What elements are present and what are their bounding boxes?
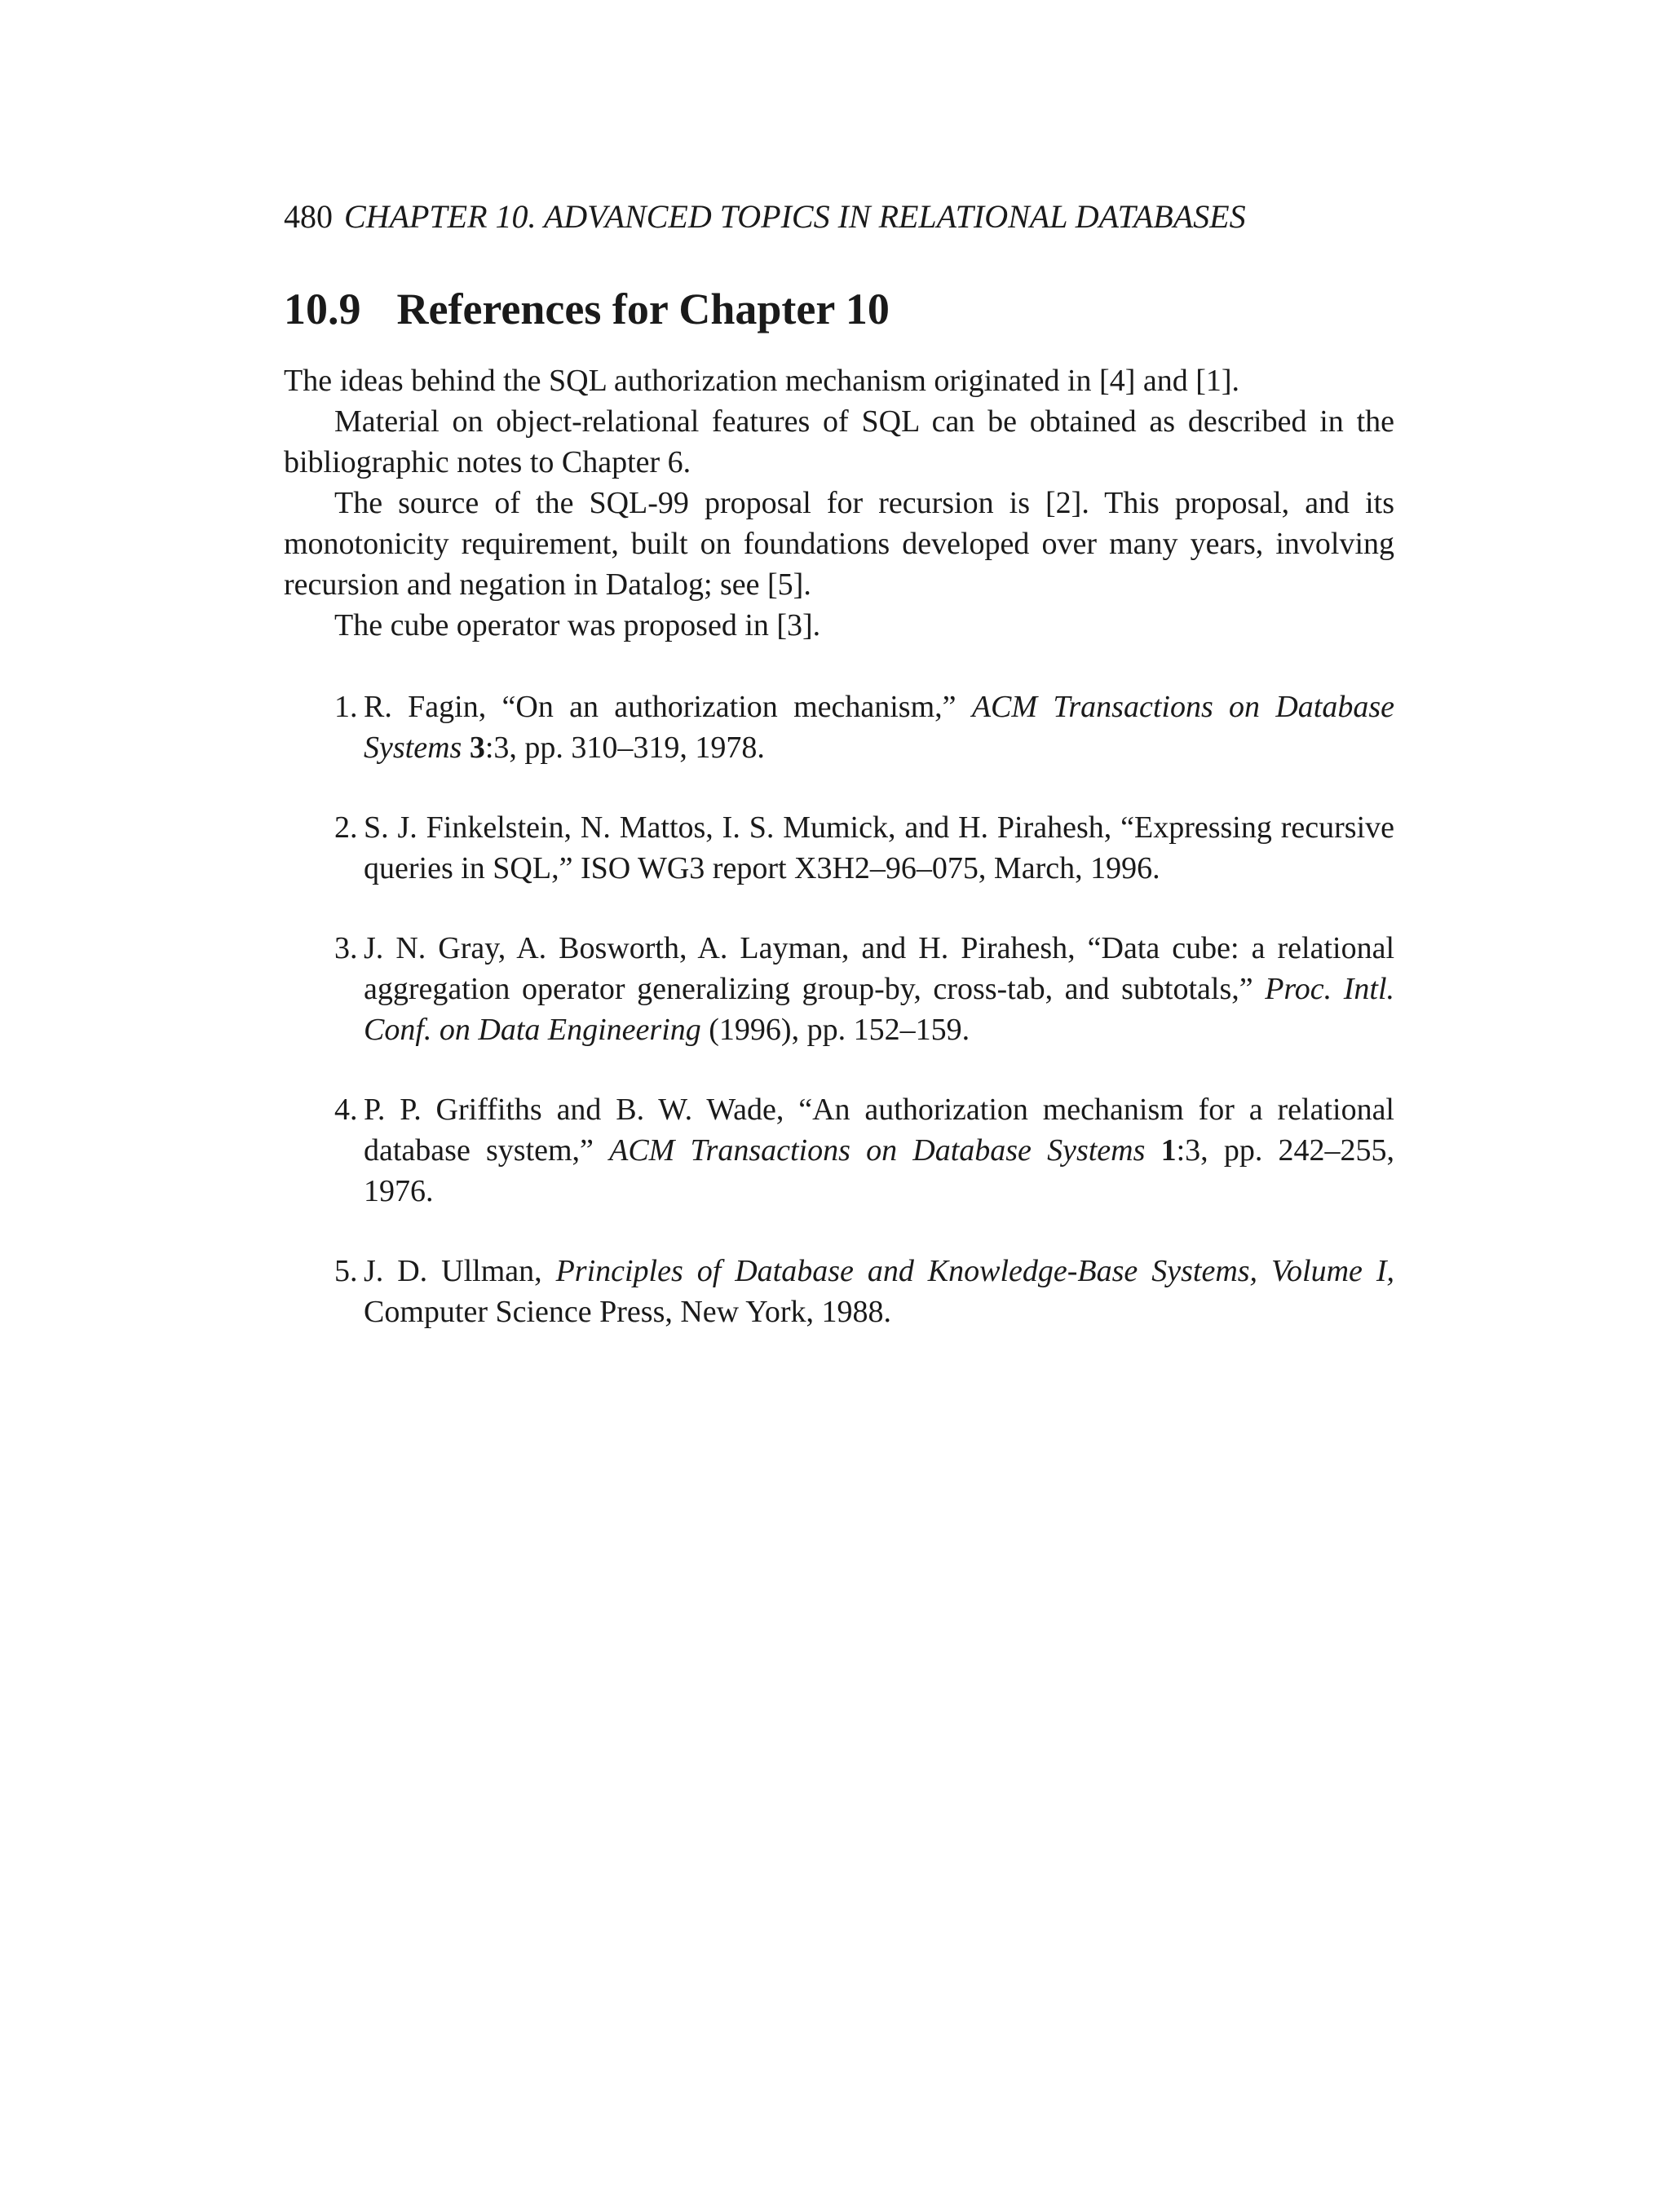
reference-details: Computer Science Press, New York, 1988. xyxy=(364,1295,892,1329)
reference-volume: 1 xyxy=(1160,1133,1177,1168)
paragraph: The cube operator was proposed in [3]. xyxy=(334,608,821,642)
reference-details: :3, pp. 310–319, 1978. xyxy=(484,731,765,765)
reference-number: 3. xyxy=(334,931,358,965)
section-title: References for Chapter 10 xyxy=(396,285,890,333)
reference-venue: ACM Transactions on Database Systems xyxy=(364,690,1394,765)
reference-item xyxy=(284,928,1394,1050)
document-page xyxy=(284,196,1394,1371)
reference-number: 5. xyxy=(334,1254,358,1288)
page-number: 480 xyxy=(284,198,333,235)
paragraph: The ideas behind the SQL authorization mechanism originated in [4] and [1]. xyxy=(284,364,1240,398)
reference-number: 1. xyxy=(334,690,358,724)
paragraph: The source of the SQL-99 proposal for recursion is [2]. This proposal, and its monotonicity requirement, built on foundations developed over many years, involving recursion and negation in Datalog; see [5]. xyxy=(284,486,1394,602)
reference-number: 2. xyxy=(334,810,358,845)
reference-item xyxy=(284,807,1394,889)
reference-list xyxy=(284,687,1394,1332)
reference-number: 4. xyxy=(334,1093,358,1127)
reference-authors: J. N. Gray, A. Bosworth, A. Layman, and H. Pirahesh, “Data cube: a relational aggregation operator generalizing group-by, cross-tab, and subtotals,” xyxy=(364,931,1394,1006)
reference-authors: J. D. Ullman, xyxy=(364,1254,542,1288)
reference-venue: Principles of Database and Knowledge-Base Systems, Volume I, xyxy=(555,1254,1394,1288)
reference-authors: P. P. Griffiths and B. W. Wade, “An authorization mechanism for a relational database system,” xyxy=(364,1093,1394,1168)
reference-authors: R. Fagin, “On an authorization mechanism,” xyxy=(364,690,956,724)
body-text xyxy=(284,360,1394,646)
running-header xyxy=(284,196,1394,238)
reference-volume: 3 xyxy=(469,731,485,765)
reference-details: :3, pp. 242–255, 1976. xyxy=(364,1133,1395,1208)
reference-venue: ACM Transactions on Database Systems xyxy=(609,1133,1146,1168)
reference-item xyxy=(284,1251,1394,1332)
reference-item xyxy=(284,687,1394,768)
section-heading xyxy=(284,282,1394,336)
running-header-text: CHAPTER 10. ADVANCED TOPICS IN RELATIONAL DATABASES xyxy=(344,198,1246,235)
paragraph: Material on object-relational features of SQL can be obtained as described in the bibliographic notes to Chapter 6. xyxy=(284,404,1394,479)
reference-venue: Proc. Intl. Conf. on Data Engineering xyxy=(364,972,1395,1047)
reference-item xyxy=(284,1089,1394,1212)
reference-details: (1996), pp. 152–159. xyxy=(709,1013,970,1047)
reference-text: S. J. Finkelstein, N. Mattos, I. S. Mumick, and H. Pirahesh, “Expressing recursive queries in SQL,” ISO WG3 report X3H2–96–075, March, 1996. xyxy=(364,810,1394,885)
section-number: 10.9 xyxy=(284,285,361,333)
